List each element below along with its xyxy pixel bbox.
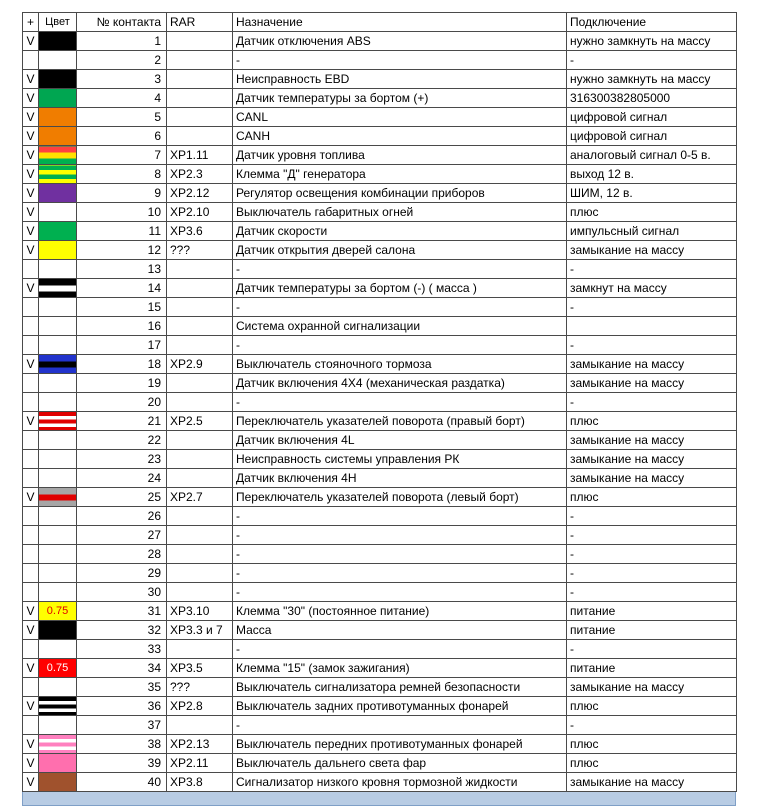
contact-number-cell[interactable]: 22: [77, 431, 167, 450]
check-cell[interactable]: V: [23, 89, 39, 108]
rar-cell[interactable]: XP2.8: [167, 697, 233, 716]
purpose-cell[interactable]: -: [233, 564, 567, 583]
check-cell[interactable]: [23, 450, 39, 469]
purpose-cell[interactable]: Выключатель стояночного тормоза: [233, 355, 567, 374]
header-row: [23, 13, 737, 32]
check-cell[interactable]: V: [23, 146, 39, 165]
color-swatch-cell[interactable]: [39, 431, 77, 450]
color-swatch-cell[interactable]: [39, 640, 77, 659]
table-row: [23, 564, 737, 583]
color-swatch-cell[interactable]: [39, 754, 77, 773]
color-swatch-cell[interactable]: [39, 298, 77, 317]
connection-cell[interactable]: -: [567, 298, 737, 317]
rar-cell[interactable]: XP2.10: [167, 203, 233, 222]
table-row: [23, 355, 737, 374]
check-cell[interactable]: [23, 564, 39, 583]
purpose-cell[interactable]: Неисправность системы управления РК: [233, 450, 567, 469]
rar-cell[interactable]: XP3.5: [167, 659, 233, 678]
connection-cell[interactable]: замыкание на массу: [567, 469, 737, 488]
purpose-cell[interactable]: CANL: [233, 108, 567, 127]
purpose-cell[interactable]: Переключатель указателей поворота (левый борт): [233, 488, 567, 507]
header-plus[interactable]: +: [23, 13, 39, 32]
color-swatch-cell[interactable]: [39, 336, 77, 355]
color-swatch-cell[interactable]: [39, 488, 77, 507]
contact-number-cell[interactable]: 4: [77, 89, 167, 108]
table-row: [23, 583, 737, 602]
rar-cell[interactable]: [167, 260, 233, 279]
rar-cell[interactable]: [167, 640, 233, 659]
check-cell[interactable]: V: [23, 697, 39, 716]
contact-number-cell[interactable]: 20: [77, 393, 167, 412]
check-cell[interactable]: V: [23, 602, 39, 621]
purpose-cell[interactable]: Клемма "15" (замок зажигания): [233, 659, 567, 678]
rar-cell[interactable]: [167, 298, 233, 317]
table-row: [23, 336, 737, 355]
connection-cell[interactable]: аналоговый сигнал 0-5 в.: [567, 146, 737, 165]
purpose-cell[interactable]: Выключатель задних противотуманных фонарей: [233, 697, 567, 716]
table-row: [23, 184, 737, 203]
table-row: [23, 108, 737, 127]
contact-number-cell[interactable]: 13: [77, 260, 167, 279]
rar-cell[interactable]: [167, 108, 233, 127]
contact-number-cell[interactable]: 33: [77, 640, 167, 659]
contact-number-cell[interactable]: 30: [77, 583, 167, 602]
check-cell[interactable]: V: [23, 279, 39, 298]
connection-cell[interactable]: -: [567, 51, 737, 70]
connection-cell[interactable]: цифровой сигнал: [567, 108, 737, 127]
connection-cell[interactable]: выход 12 в.: [567, 165, 737, 184]
table-row: [23, 697, 737, 716]
check-cell[interactable]: [23, 583, 39, 602]
table-row: [23, 298, 737, 317]
contact-number-cell[interactable]: 25: [77, 488, 167, 507]
check-cell[interactable]: [23, 507, 39, 526]
table-row: [23, 51, 737, 70]
table-row: [23, 716, 737, 735]
rar-cell[interactable]: [167, 583, 233, 602]
color-swatch-cell[interactable]: [39, 697, 77, 716]
rar-cell[interactable]: [167, 431, 233, 450]
color-swatch-cell[interactable]: [39, 241, 77, 260]
color-swatch-cell[interactable]: [39, 203, 77, 222]
purpose-cell[interactable]: Регулятор освещения комбинации приборов: [233, 184, 567, 203]
check-cell[interactable]: V: [23, 184, 39, 203]
table-row: [23, 241, 737, 260]
rar-cell[interactable]: XP2.7: [167, 488, 233, 507]
purpose-cell[interactable]: Неисправность EBD: [233, 70, 567, 89]
table-row: [23, 374, 737, 393]
table-row: [23, 754, 737, 773]
check-cell[interactable]: [23, 469, 39, 488]
table-row: [23, 450, 737, 469]
purpose-cell[interactable]: -: [233, 336, 567, 355]
rar-cell[interactable]: [167, 450, 233, 469]
check-cell[interactable]: [23, 298, 39, 317]
purpose-cell[interactable]: -: [233, 393, 567, 412]
contact-number-cell[interactable]: 14: [77, 279, 167, 298]
contact-number-cell[interactable]: 8: [77, 165, 167, 184]
purpose-cell[interactable]: Масса: [233, 621, 567, 640]
purpose-cell[interactable]: Выключатель передних противотуманных фонарей: [233, 735, 567, 754]
check-cell[interactable]: V: [23, 621, 39, 640]
purpose-cell[interactable]: -: [233, 545, 567, 564]
connection-cell[interactable]: цифровой сигнал: [567, 127, 737, 146]
rar-cell[interactable]: ???: [167, 678, 233, 697]
check-cell[interactable]: V: [23, 488, 39, 507]
connection-cell[interactable]: [567, 317, 737, 336]
connection-cell[interactable]: -: [567, 545, 737, 564]
connection-cell[interactable]: плюс: [567, 203, 737, 222]
connection-cell[interactable]: -: [567, 583, 737, 602]
color-swatch-cell[interactable]: [39, 469, 77, 488]
color-swatch-cell[interactable]: [39, 317, 77, 336]
rar-cell[interactable]: [167, 716, 233, 735]
contact-number-cell[interactable]: 34: [77, 659, 167, 678]
check-cell[interactable]: V: [23, 203, 39, 222]
rar-cell[interactable]: [167, 374, 233, 393]
purpose-cell[interactable]: Выключатель дальнего света фар: [233, 754, 567, 773]
connection-cell[interactable]: замыкание на массу: [567, 773, 737, 792]
connection-cell[interactable]: плюс: [567, 488, 737, 507]
check-cell[interactable]: [23, 678, 39, 697]
connection-cell[interactable]: -: [567, 640, 737, 659]
table-row: [23, 545, 737, 564]
purpose-cell[interactable]: -: [233, 298, 567, 317]
color-swatch-cell[interactable]: [39, 260, 77, 279]
rar-cell[interactable]: [167, 545, 233, 564]
check-cell[interactable]: V: [23, 222, 39, 241]
purpose-cell[interactable]: Датчик включения 4L: [233, 431, 567, 450]
purpose-cell[interactable]: Датчик открытия дверей салона: [233, 241, 567, 260]
rar-cell[interactable]: [167, 70, 233, 89]
connection-cell[interactable]: питание: [567, 659, 737, 678]
check-cell[interactable]: V: [23, 108, 39, 127]
purpose-cell[interactable]: Система охранной сигнализации: [233, 317, 567, 336]
purpose-cell[interactable]: Датчик температуры за бортом (+): [233, 89, 567, 108]
table-row: [23, 431, 737, 450]
check-cell[interactable]: [23, 336, 39, 355]
color-swatch-cell[interactable]: [39, 678, 77, 697]
header-contact[interactable]: № контакта: [77, 13, 167, 32]
color-swatch-cell[interactable]: [39, 184, 77, 203]
table-row: [23, 488, 737, 507]
rar-cell[interactable]: [167, 469, 233, 488]
table-row: [23, 678, 737, 697]
rar-cell[interactable]: XP2.11: [167, 754, 233, 773]
contact-number-cell[interactable]: 16: [77, 317, 167, 336]
color-swatch-cell[interactable]: [39, 526, 77, 545]
table-row: [23, 640, 737, 659]
purpose-cell[interactable]: Клемма "30" (постоянное питание): [233, 602, 567, 621]
table-row: [23, 412, 737, 431]
check-cell[interactable]: V: [23, 241, 39, 260]
purpose-cell[interactable]: -: [233, 716, 567, 735]
check-cell[interactable]: [23, 317, 39, 336]
connection-cell[interactable]: импульсный сигнал: [567, 222, 737, 241]
contact-number-cell[interactable]: 24: [77, 469, 167, 488]
color-swatch-cell[interactable]: [39, 545, 77, 564]
rar-cell[interactable]: [167, 317, 233, 336]
contact-number-cell[interactable]: 7: [77, 146, 167, 165]
wire-gauge-label: 0.75: [46, 605, 69, 617]
purpose-cell[interactable]: Выключатель сигнализатора ремней безопасности: [233, 678, 567, 697]
check-cell[interactable]: [23, 526, 39, 545]
table-row: [23, 222, 737, 241]
check-cell[interactable]: V: [23, 659, 39, 678]
connection-cell[interactable]: замыкание на массу: [567, 241, 737, 260]
table-row: [23, 146, 737, 165]
connection-cell[interactable]: замыкание на массу: [567, 355, 737, 374]
contact-number-cell[interactable]: 5: [77, 108, 167, 127]
contact-number-cell[interactable]: 23: [77, 450, 167, 469]
color-swatch-cell[interactable]: [39, 412, 77, 431]
purpose-cell[interactable]: Датчик уровня топлива: [233, 146, 567, 165]
color-swatch-cell[interactable]: [39, 108, 77, 127]
connection-cell[interactable]: плюс: [567, 735, 737, 754]
table-row: [23, 32, 737, 51]
purpose-cell[interactable]: -: [233, 526, 567, 545]
wiring-table: [22, 12, 737, 792]
check-cell[interactable]: V: [23, 773, 39, 792]
check-cell[interactable]: V: [23, 32, 39, 51]
rar-cell[interactable]: [167, 526, 233, 545]
connection-cell[interactable]: плюс: [567, 697, 737, 716]
contact-number-cell[interactable]: 10: [77, 203, 167, 222]
purpose-cell[interactable]: CANH: [233, 127, 567, 146]
color-swatch-cell[interactable]: [39, 773, 77, 792]
purpose-cell[interactable]: -: [233, 640, 567, 659]
color-swatch-cell[interactable]: [39, 355, 77, 374]
color-swatch-cell[interactable]: [39, 374, 77, 393]
table-row: [23, 260, 737, 279]
contact-number-cell[interactable]: 12: [77, 241, 167, 260]
table-row: [23, 393, 737, 412]
color-swatch-cell[interactable]: [39, 279, 77, 298]
connection-cell[interactable]: питание: [567, 621, 737, 640]
wire-gauge-label: 0.75: [46, 662, 69, 674]
connection-cell[interactable]: плюс: [567, 754, 737, 773]
purpose-cell[interactable]: Датчик скорости: [233, 222, 567, 241]
connection-cell[interactable]: замыкание на массу: [567, 678, 737, 697]
rar-cell[interactable]: XP3.3 и 7: [167, 621, 233, 640]
check-cell[interactable]: V: [23, 754, 39, 773]
table-row: [23, 165, 737, 184]
connection-cell[interactable]: -: [567, 564, 737, 583]
rar-cell[interactable]: [167, 564, 233, 583]
purpose-cell[interactable]: Датчик отключения ABS: [233, 32, 567, 51]
contact-number-cell[interactable]: 11: [77, 222, 167, 241]
rar-cell[interactable]: XP3.6: [167, 222, 233, 241]
check-cell[interactable]: V: [23, 165, 39, 184]
check-cell[interactable]: [23, 260, 39, 279]
purpose-cell[interactable]: -: [233, 51, 567, 70]
contact-number-cell[interactable]: 19: [77, 374, 167, 393]
purpose-cell[interactable]: Сигнализатор низкого кровня тормозной жидкости: [233, 773, 567, 792]
connection-cell[interactable]: нужно замкнуть на массу: [567, 70, 737, 89]
purpose-cell[interactable]: Выключатель габаритных огней: [233, 203, 567, 222]
color-swatch-cell[interactable]: [39, 165, 77, 184]
color-swatch-cell[interactable]: [39, 127, 77, 146]
header-connection[interactable]: Подключение: [567, 13, 737, 32]
purpose-cell[interactable]: -: [233, 260, 567, 279]
color-swatch-cell[interactable]: [39, 70, 77, 89]
rar-cell[interactable]: [167, 507, 233, 526]
color-swatch-cell[interactable]: [39, 716, 77, 735]
contact-number-cell[interactable]: 36: [77, 697, 167, 716]
table-row: [23, 89, 737, 108]
header-color[interactable]: Цвет: [39, 13, 77, 32]
contact-number-cell[interactable]: 37: [77, 716, 167, 735]
contact-number-cell[interactable]: 32: [77, 621, 167, 640]
purpose-cell[interactable]: -: [233, 583, 567, 602]
color-swatch-cell[interactable]: [39, 735, 77, 754]
rar-cell[interactable]: [167, 279, 233, 298]
connection-cell[interactable]: замыкание на массу: [567, 450, 737, 469]
check-cell[interactable]: V: [23, 70, 39, 89]
table-row: [23, 659, 737, 678]
rar-cell[interactable]: XP2.5: [167, 412, 233, 431]
contact-number-cell[interactable]: 28: [77, 545, 167, 564]
contact-number-cell[interactable]: 39: [77, 754, 167, 773]
contact-number-cell[interactable]: 15: [77, 298, 167, 317]
check-cell[interactable]: [23, 640, 39, 659]
color-swatch-cell[interactable]: [39, 583, 77, 602]
rar-cell[interactable]: XP3.10: [167, 602, 233, 621]
color-swatch-cell[interactable]: [39, 602, 77, 621]
color-swatch-cell[interactable]: [39, 89, 77, 108]
connection-cell[interactable]: замыкание на массу: [567, 374, 737, 393]
purpose-cell[interactable]: Переключатель указателей поворота (правый борт): [233, 412, 567, 431]
contact-number-cell[interactable]: 29: [77, 564, 167, 583]
selection-strip[interactable]: [22, 792, 736, 806]
table-row: [23, 469, 737, 488]
connection-cell[interactable]: плюс: [567, 412, 737, 431]
connection-cell[interactable]: замкнут на массу: [567, 279, 737, 298]
contact-number-cell[interactable]: 31: [77, 602, 167, 621]
contact-number-cell[interactable]: 21: [77, 412, 167, 431]
color-swatch-cell[interactable]: [39, 393, 77, 412]
check-cell[interactable]: [23, 393, 39, 412]
table-row: [23, 602, 737, 621]
color-swatch-cell[interactable]: [39, 222, 77, 241]
rar-cell[interactable]: XP2.13: [167, 735, 233, 754]
color-swatch-cell[interactable]: [39, 507, 77, 526]
check-cell[interactable]: [23, 51, 39, 70]
connection-cell[interactable]: -: [567, 716, 737, 735]
contact-number-cell[interactable]: 26: [77, 507, 167, 526]
header-purpose[interactable]: Назначение: [233, 13, 567, 32]
check-cell[interactable]: V: [23, 412, 39, 431]
rar-cell[interactable]: XP2.12: [167, 184, 233, 203]
check-cell[interactable]: [23, 716, 39, 735]
contact-number-cell[interactable]: 6: [77, 127, 167, 146]
rar-cell[interactable]: XP3.8: [167, 773, 233, 792]
contact-number-cell[interactable]: 1: [77, 32, 167, 51]
table-row: [23, 127, 737, 146]
rar-cell[interactable]: [167, 127, 233, 146]
contact-number-cell[interactable]: 35: [77, 678, 167, 697]
rar-cell[interactable]: [167, 32, 233, 51]
contact-number-cell[interactable]: 9: [77, 184, 167, 203]
check-cell[interactable]: [23, 545, 39, 564]
color-swatch-cell[interactable]: [39, 146, 77, 165]
connection-cell[interactable]: -: [567, 336, 737, 355]
rar-cell[interactable]: XP2.9: [167, 355, 233, 374]
contact-number-cell[interactable]: 40: [77, 773, 167, 792]
purpose-cell[interactable]: Датчик температуры за бортом (-) ( масса ): [233, 279, 567, 298]
header-rar[interactable]: RAR: [167, 13, 233, 32]
color-swatch-cell[interactable]: [39, 450, 77, 469]
rar-cell[interactable]: [167, 393, 233, 412]
connection-cell[interactable]: 316300382805000: [567, 89, 737, 108]
table-row: [23, 773, 737, 792]
contact-number-cell[interactable]: 3: [77, 70, 167, 89]
table-row: [23, 526, 737, 545]
color-swatch-cell[interactable]: [39, 564, 77, 583]
table-row: [23, 507, 737, 526]
purpose-cell[interactable]: Датчик включения 4H: [233, 469, 567, 488]
color-swatch-cell[interactable]: [39, 51, 77, 70]
check-cell[interactable]: V: [23, 735, 39, 754]
connection-cell[interactable]: -: [567, 260, 737, 279]
connection-cell[interactable]: питание: [567, 602, 737, 621]
table-row: [23, 317, 737, 336]
connection-cell[interactable]: замыкание на массу: [567, 431, 737, 450]
purpose-cell[interactable]: Клемма "Д" генератора: [233, 165, 567, 184]
color-swatch-cell[interactable]: [39, 659, 77, 678]
rar-cell[interactable]: [167, 51, 233, 70]
rar-cell[interactable]: [167, 336, 233, 355]
connection-cell[interactable]: -: [567, 526, 737, 545]
rar-cell[interactable]: ???: [167, 241, 233, 260]
connection-cell[interactable]: нужно замкнуть на массу: [567, 32, 737, 51]
table-row: [23, 621, 737, 640]
color-swatch-cell[interactable]: [39, 621, 77, 640]
rar-cell[interactable]: [167, 89, 233, 108]
contact-number-cell[interactable]: 27: [77, 526, 167, 545]
check-cell[interactable]: V: [23, 355, 39, 374]
purpose-cell[interactable]: Датчик включения 4X4 (механическая раздатка): [233, 374, 567, 393]
rar-cell[interactable]: XP1.11: [167, 146, 233, 165]
check-cell[interactable]: [23, 374, 39, 393]
connection-cell[interactable]: ШИМ, 12 в.: [567, 184, 737, 203]
check-cell[interactable]: V: [23, 127, 39, 146]
color-swatch-cell[interactable]: [39, 32, 77, 51]
contact-number-cell[interactable]: 17: [77, 336, 167, 355]
contact-number-cell[interactable]: 18: [77, 355, 167, 374]
table-row: [23, 70, 737, 89]
contact-number-cell[interactable]: 2: [77, 51, 167, 70]
table-row: [23, 203, 737, 222]
purpose-cell[interactable]: -: [233, 507, 567, 526]
connection-cell[interactable]: -: [567, 393, 737, 412]
table-row: [23, 735, 737, 754]
rar-cell[interactable]: XP2.3: [167, 165, 233, 184]
check-cell[interactable]: [23, 431, 39, 450]
contact-number-cell[interactable]: 38: [77, 735, 167, 754]
table-row: [23, 279, 737, 298]
connection-cell[interactable]: -: [567, 507, 737, 526]
